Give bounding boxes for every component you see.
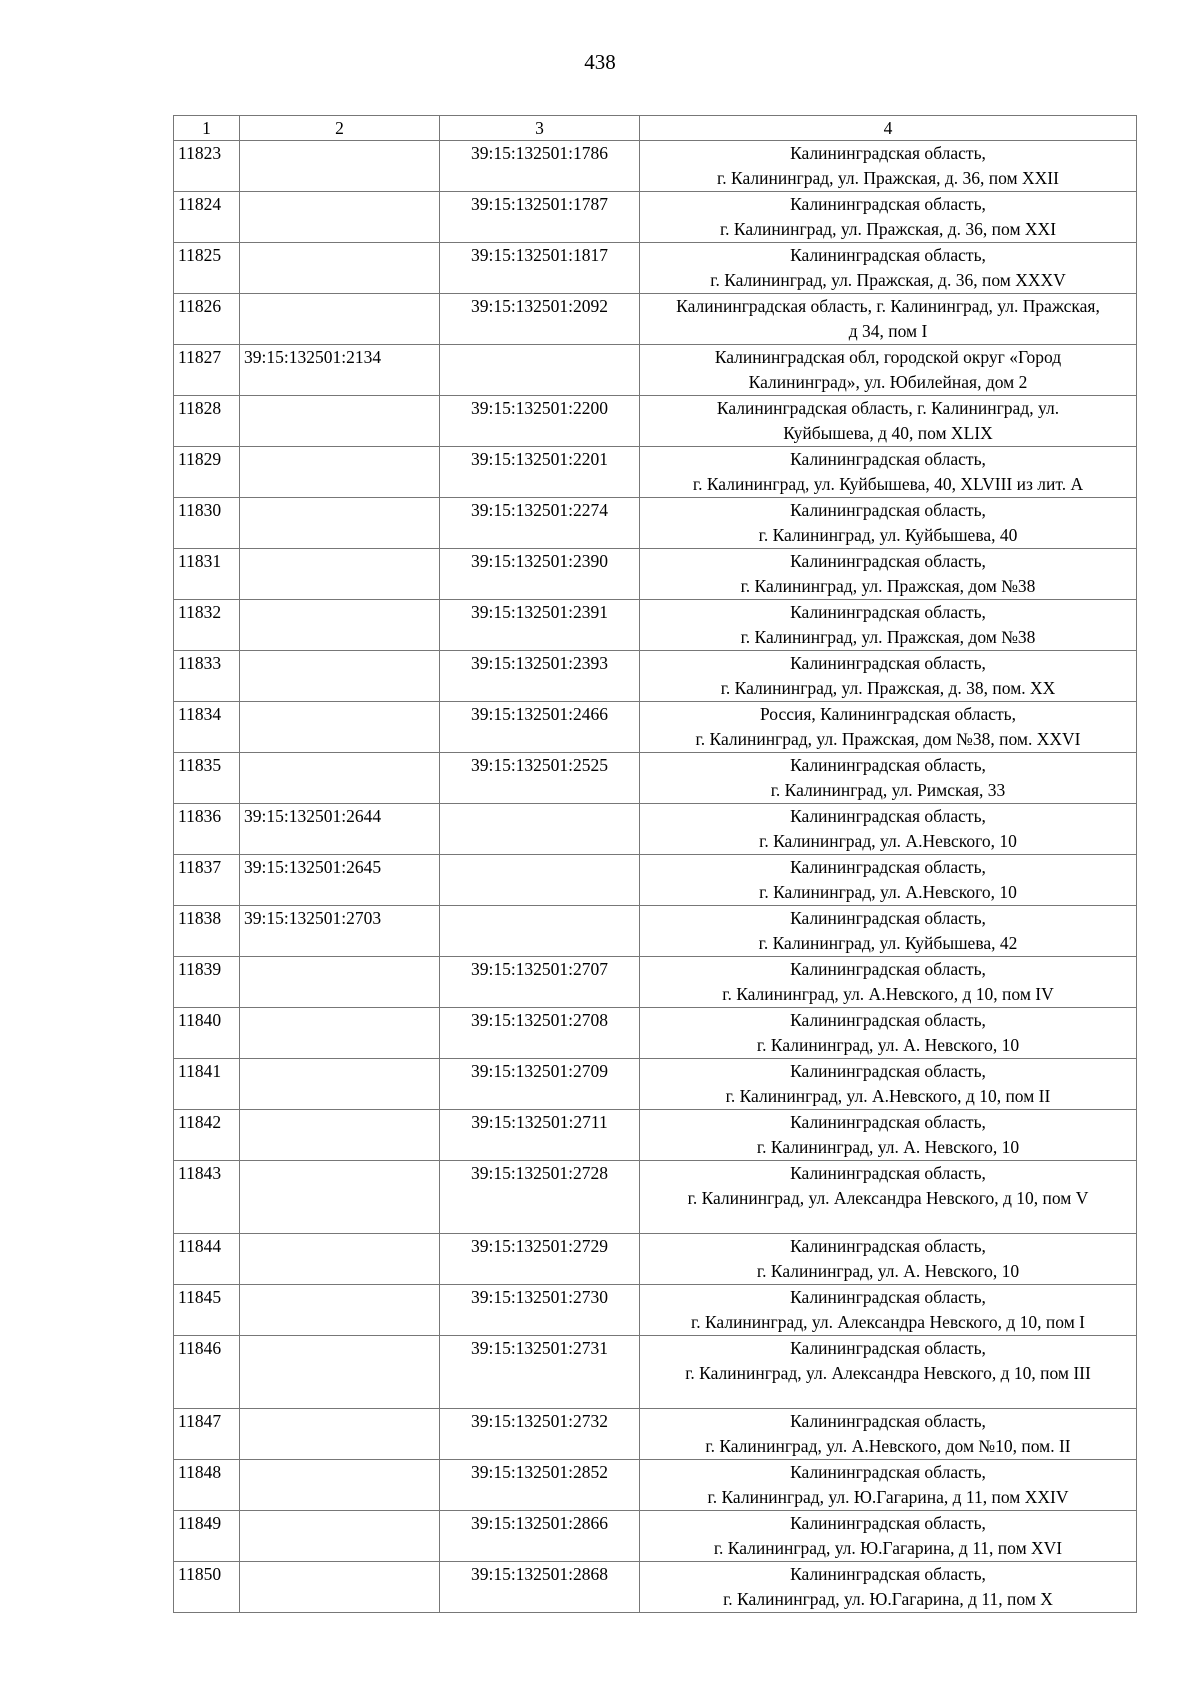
row-number-cell: 11842 [174, 1110, 240, 1161]
address-cell [640, 804, 1137, 855]
address-line: Калининградская область, [790, 245, 986, 265]
table-row [174, 1161, 1137, 1234]
cadastral-number-cell [240, 1511, 440, 1562]
cadastral-number-cell [240, 1409, 440, 1460]
address-line: Калининградская область, [790, 1564, 986, 1584]
table-row [174, 1008, 1137, 1059]
table-body [174, 141, 1137, 1613]
address-cell [640, 855, 1137, 906]
page-number: 438 [584, 50, 616, 74]
address-line: г. Калининград, ул. Пражская, д. 38, пом. XX [720, 678, 1056, 698]
cadastral-number-cell [240, 396, 440, 447]
cadastral-number-cell: 39:15:132501:2525 [440, 753, 640, 804]
row-number-cell: 11847 [174, 1409, 240, 1460]
table-row [174, 1285, 1137, 1336]
row-number-cell: 11843 [174, 1161, 240, 1234]
cadastral-number-cell [440, 345, 640, 396]
cadastral-number-cell [240, 1059, 440, 1110]
cadastral-number-cell: 39:15:132501:2393 [440, 651, 640, 702]
address-line: Калининградская область, [790, 1112, 986, 1132]
table-row [174, 1336, 1137, 1409]
header-col-1: 1 [174, 116, 240, 141]
row-number-cell: 11841 [174, 1059, 240, 1110]
cadastral-number-cell [440, 855, 640, 906]
table-row [174, 294, 1137, 345]
cadastral-number-cell: 39:15:132501:2868 [440, 1562, 640, 1613]
address-line: г. Калининград, ул. А. Невского, 10 [756, 1261, 1020, 1281]
address-cell [640, 396, 1137, 447]
cadastral-number-cell [240, 600, 440, 651]
address-line: г. Калининград, ул. А.Невского, 10 [759, 831, 1017, 851]
cadastral-number-cell [240, 1285, 440, 1336]
table-row [174, 1110, 1137, 1161]
cadastral-number-cell: 39:15:132501:2732 [440, 1409, 640, 1460]
row-number-cell: 11838 [174, 906, 240, 957]
address-line: Калининградская область, [790, 1010, 986, 1030]
address-line: Калининградская область, [790, 1287, 986, 1307]
row-number-cell: 11848 [174, 1460, 240, 1511]
address-cell [640, 549, 1137, 600]
address-line: г. Калининград, ул. Пражская, д. 36, пом XXXV [710, 270, 1066, 290]
address-cell [640, 141, 1137, 192]
address-line: Калининградская область, [790, 1061, 986, 1081]
table-row [174, 1460, 1137, 1511]
row-number-cell: 11829 [174, 447, 240, 498]
table-row [174, 855, 1137, 906]
address-line: д 34, пом I [848, 321, 928, 341]
address-cell [640, 702, 1137, 753]
row-number-cell: 11846 [174, 1336, 240, 1409]
cadastral-number-cell: 39:15:132501:2645 [240, 855, 440, 906]
row-number-cell: 11850 [174, 1562, 240, 1613]
row-number-cell: 11828 [174, 396, 240, 447]
cadastral-number-cell: 39:15:132501:2274 [440, 498, 640, 549]
row-number-cell: 11830 [174, 498, 240, 549]
address-line: Калининградская область, [790, 653, 986, 673]
row-number-cell: 11837 [174, 855, 240, 906]
address-cell [640, 753, 1137, 804]
cadastral-number-cell: 39:15:132501:2092 [440, 294, 640, 345]
table-row [174, 1234, 1137, 1285]
cadastral-number-cell: 39:15:132501:2200 [440, 396, 640, 447]
table-row [174, 1511, 1137, 1562]
address-line: Калининградская область, [790, 908, 986, 928]
address-line: Калининградская область, [790, 194, 986, 214]
address-cell [640, 600, 1137, 651]
cadastral-number-cell: 39:15:132501:2390 [440, 549, 640, 600]
cadastral-number-cell [240, 702, 440, 753]
address-line: Калининградская область, [790, 1411, 986, 1431]
address-line: Калининградская область, [790, 551, 986, 571]
cadastral-number-cell [240, 141, 440, 192]
cadastral-number-cell [240, 753, 440, 804]
address-cell [640, 1336, 1137, 1409]
row-number-cell: 11825 [174, 243, 240, 294]
cadastral-number-cell: 39:15:132501:2729 [440, 1234, 640, 1285]
address-line: г. Калининград, ул. А.Невского, д 10, пом II [725, 1086, 1051, 1106]
address-line: Калининградская область, [790, 449, 986, 469]
address-line: Калининградская область, [790, 755, 986, 775]
address-cell [640, 1059, 1137, 1110]
cadastral-number-cell [440, 804, 640, 855]
cadastral-number-cell: 39:15:132501:2703 [240, 906, 440, 957]
cadastral-number-cell [240, 498, 440, 549]
table-row [174, 1059, 1137, 1110]
cadastral-number-cell [240, 294, 440, 345]
cadastral-number-cell: 39:15:132501:2866 [440, 1511, 640, 1562]
table-row [174, 906, 1137, 957]
header-col-3: 3 [440, 116, 640, 141]
address-line: Калининградская область, [790, 143, 986, 163]
address-cell [640, 1511, 1137, 1562]
address-cell [640, 1161, 1137, 1234]
address-line: Россия, Калининградская область, [759, 704, 1017, 724]
address-line: г. Калининград, ул. Александра Невского, д 10, пом III [685, 1363, 1091, 1383]
row-number-cell: 11832 [174, 600, 240, 651]
cadastral-number-cell [240, 957, 440, 1008]
row-number-cell: 11840 [174, 1008, 240, 1059]
address-line: г. Калининград, ул. Пражская, д. 36, пом XXII [717, 168, 1059, 188]
address-cell [640, 345, 1137, 396]
address-cell [640, 243, 1137, 294]
address-cell [640, 294, 1137, 345]
address-line: г. Калининград, ул. Куйбышева, 42 [758, 933, 1018, 953]
table-row [174, 600, 1137, 651]
address-cell [640, 651, 1137, 702]
address-line: г. Калининград, ул. Куйбышева, 40, XLVIII из лит. А [692, 474, 1084, 494]
address-line: Калининградская область, [790, 806, 986, 826]
table-row [174, 498, 1137, 549]
row-number-cell: 11849 [174, 1511, 240, 1562]
header-row [174, 116, 1137, 141]
address-line: Калининград», ул. Юбилейная, дом 2 [748, 372, 1028, 392]
header-col-4: 4 [640, 116, 1137, 141]
address-line: г. Калининград, ул. Александра Невского, д 10, пом V [687, 1188, 1089, 1208]
row-number-cell: 11839 [174, 957, 240, 1008]
cadastral-number-cell [440, 906, 640, 957]
address-line: Калининградская область, [790, 1236, 986, 1256]
address-line: г. Калининград, ул. Куйбышева, 40 [758, 525, 1018, 545]
address-cell [640, 1008, 1137, 1059]
table-row [174, 141, 1137, 192]
row-number-cell: 11844 [174, 1234, 240, 1285]
cadastral-number-cell [240, 1008, 440, 1059]
row-number-cell: 11845 [174, 1285, 240, 1336]
address-cell [640, 957, 1137, 1008]
header-col-2: 2 [240, 116, 440, 141]
address-cell [640, 498, 1137, 549]
address-line: Калининградская область, [790, 1462, 986, 1482]
address-line: г. Калининград, ул. А.Невского, дом №10, пом. II [705, 1436, 1071, 1456]
row-number-cell: 11831 [174, 549, 240, 600]
cadastral-number-cell: 39:15:132501:1786 [440, 141, 640, 192]
address-line: Калининградская область, г. Калининград, ул. [716, 398, 1060, 418]
address-cell [640, 1234, 1137, 1285]
row-number-cell: 11826 [174, 294, 240, 345]
cadastral-number-cell: 39:15:132501:2466 [440, 702, 640, 753]
cadastral-number-cell: 39:15:132501:2708 [440, 1008, 640, 1059]
cadastral-number-cell [240, 1161, 440, 1234]
table-row [174, 702, 1137, 753]
address-line: г. Калининград, ул. Пражская, дом №38, пом. XXVI [695, 729, 1081, 749]
cadastral-number-cell: 39:15:132501:2391 [440, 600, 640, 651]
address-line: г. Калининград, ул. А.Невского, д 10, пом IV [722, 984, 1054, 1004]
table-row [174, 345, 1137, 396]
address-line: Калининградская область, [790, 1163, 986, 1183]
cadastral-number-cell [240, 1562, 440, 1613]
cadastral-number-cell: 39:15:132501:2728 [440, 1161, 640, 1234]
address-line: Калининградская область, [790, 1513, 986, 1533]
address-cell [640, 1562, 1137, 1613]
row-number-cell: 11823 [174, 141, 240, 192]
cadastral-number-cell [240, 1234, 440, 1285]
address-line: Калининградская область, г. Калининград, ул. Пражская, [676, 296, 1100, 316]
cadastral-number-cell: 39:15:132501:2644 [240, 804, 440, 855]
cadastral-number-cell [240, 192, 440, 243]
address-line: Калининградская область, [790, 1338, 986, 1358]
address-line: Калининградская обл, городской округ «Город [714, 347, 1062, 367]
table-row [174, 753, 1137, 804]
address-line: Калининградская область, [790, 857, 986, 877]
cadastral-number-cell [240, 1336, 440, 1409]
table-row [174, 1562, 1137, 1613]
address-line: г. Калининград, ул. Пражская, д. 36, пом XXI [719, 219, 1057, 239]
address-cell [640, 1285, 1137, 1336]
row-number-cell: 11827 [174, 345, 240, 396]
address-line: г. Калининград, ул. Ю.Гагарина, д 11, пом XXIV [707, 1487, 1069, 1507]
address-line: Калининградская область, [790, 959, 986, 979]
cadastral-number-cell [240, 549, 440, 600]
address-cell [640, 1460, 1137, 1511]
table-row [174, 447, 1137, 498]
cadastral-number-cell [240, 447, 440, 498]
address-line: Калининградская область, [790, 602, 986, 622]
row-number-cell: 11835 [174, 753, 240, 804]
address-line: г. Калининград, ул. А. Невского, 10 [756, 1035, 1020, 1055]
cadastral-number-cell [240, 651, 440, 702]
cadastral-number-cell [240, 243, 440, 294]
row-number-cell: 11834 [174, 702, 240, 753]
address-line: г. Калининград, ул. Александра Невского, д 10, пом I [691, 1312, 1085, 1332]
row-number-cell: 11833 [174, 651, 240, 702]
table-row [174, 549, 1137, 600]
table-row [174, 243, 1137, 294]
row-number-cell: 11836 [174, 804, 240, 855]
cadastral-number-cell: 39:15:132501:2707 [440, 957, 640, 1008]
address-cell [640, 906, 1137, 957]
cadastral-number-cell: 39:15:132501:2134 [240, 345, 440, 396]
address-line: г. Калининград, ул. Ю.Гагарина, д 11, пом XVI [713, 1538, 1063, 1558]
address-cell [640, 447, 1137, 498]
address-line: Калининградская область, [790, 500, 986, 520]
registry-table [173, 115, 1137, 1613]
address-line: г. Калининград, ул. Римская, 33 [770, 780, 1006, 800]
address-line: г. Калининград, ул. А.Невского, 10 [759, 882, 1017, 902]
address-cell [640, 1409, 1137, 1460]
address-line: г. Калининград, ул. Пражская, дом №38 [740, 627, 1036, 647]
address-cell [640, 192, 1137, 243]
cadastral-number-cell: 39:15:132501:1817 [440, 243, 640, 294]
table-row [174, 651, 1137, 702]
table-row [174, 192, 1137, 243]
address-line: Куйбышева, д 40, пом XLIX [783, 423, 993, 443]
table-row [174, 396, 1137, 447]
address-cell [640, 1110, 1137, 1161]
table-row [174, 1409, 1137, 1460]
address-line: г. Калининград, ул. Пражская, дом №38 [740, 576, 1036, 596]
table-header [174, 116, 1137, 141]
cadastral-number-cell: 39:15:132501:2731 [440, 1336, 640, 1409]
address-line: г. Калининград, ул. Ю.Гагарина, д 11, пом X [723, 1589, 1053, 1609]
address-line: г. Калининград, ул. А. Невского, 10 [756, 1137, 1020, 1157]
cadastral-number-cell: 39:15:132501:1787 [440, 192, 640, 243]
cadastral-number-cell: 39:15:132501:2709 [440, 1059, 640, 1110]
cadastral-number-cell: 39:15:132501:2711 [440, 1110, 640, 1161]
cadastral-number-cell: 39:15:132501:2201 [440, 447, 640, 498]
table-row [174, 804, 1137, 855]
row-number-cell: 11824 [174, 192, 240, 243]
table-row [174, 957, 1137, 1008]
cadastral-number-cell [240, 1460, 440, 1511]
cadastral-number-cell: 39:15:132501:2730 [440, 1285, 640, 1336]
cadastral-number-cell [240, 1110, 440, 1161]
cadastral-number-cell: 39:15:132501:2852 [440, 1460, 640, 1511]
